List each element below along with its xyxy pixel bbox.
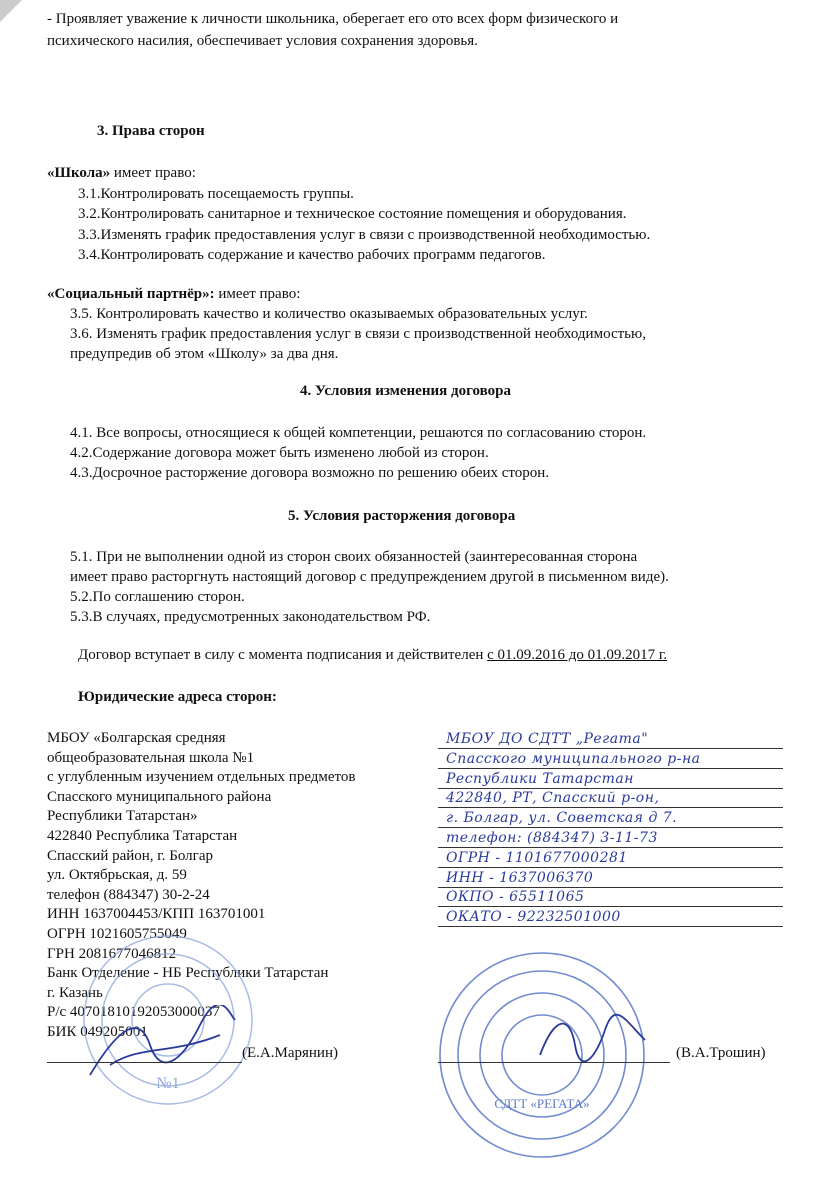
item-3-4: 3.4.Контролировать содержание и качество рабочих программ педагогов. [78, 247, 546, 263]
school-address-line: ИНН 1637004453/КПП 163701001 [47, 906, 266, 923]
partner-address-handwritten-line: 422840, РТ, Спасский р-он, [438, 789, 783, 808]
item-4-3: 4.3.Досрочное расторжение договора возможно по решению обеих сторон. [70, 465, 550, 481]
partner-address-handwritten-line: Спасского муниципального р-на [438, 750, 783, 769]
partner-signature [535, 1010, 655, 1070]
partner-signatory: (В.А.Трошин) [676, 1045, 766, 1061]
school-address-line: г. Казань [47, 984, 103, 1001]
school-address-line: с углубленным изучением отдельных предметов [47, 769, 356, 786]
school-address-line: ул. Октябрьская, д. 59 [47, 867, 187, 884]
section-3-title: 3. Права сторон [97, 123, 205, 139]
partner-rights-rest: имеет право: [214, 286, 301, 302]
item-5-2: 5.2.По соглашению сторон. [70, 589, 245, 605]
school-signatory: (Е.А.Марянин) [242, 1045, 338, 1061]
item-4-2: 4.2.Содержание договора может быть изменено любой из сторон. [70, 445, 489, 461]
school-address-line: БИК 049205001 [47, 1024, 148, 1040]
school-address-line: Республики Татарстан» [47, 808, 198, 825]
intro-line-1: - Проявляет уважение к личности школьника, оберегает его ото всех форм физического и [47, 11, 619, 27]
item-3-5: 3.5. Контролировать качество и количество оказываемых образовательных услуг. [70, 306, 588, 322]
partner-address-handwritten-line: ОКПО - 65511065 [438, 888, 783, 907]
intro-line-2: психического насилия, обеспечивает условия сохранения здоровья. [47, 33, 478, 49]
school-address-line: Спасского муниципального района [47, 788, 272, 805]
school-address-line: Банк Отделение - НБ Республики Татарстан [47, 965, 329, 982]
scan-corner-fold [0, 0, 22, 22]
school-address-line: общеобразовательная школа №1 [47, 749, 255, 766]
partner-address-handwritten-line: ИНН - 1637006370 [438, 869, 783, 888]
school-label: «Школа» [47, 165, 111, 181]
school-stamp-center: №1 [156, 1075, 180, 1092]
item-3-6-cont: предупредив об этом «Школу» за два дня. [70, 346, 339, 362]
school-address-line: ОГРН 1021605755049 [47, 926, 187, 942]
partner-rights-intro [47, 285, 300, 303]
partner-address-handwritten-line: телефон: (884347) 3-11-73 [438, 829, 783, 848]
school-address-line: 422840 Республика Татарстан [47, 828, 238, 844]
school-signature [80, 1005, 240, 1085]
validity-statement [78, 646, 667, 664]
partner-label: «Социальный партнёр»: [47, 286, 215, 302]
item-3-1: 3.1.Контролировать посещаемость группы. [78, 186, 354, 202]
validity-text: Договор вступает в силу с момента подписания и действителен [78, 647, 488, 663]
section-4-title: 4. Условия изменения договора [300, 383, 511, 399]
partner-stamp-center: СДТТ «РЕГАТА» [494, 1096, 590, 1111]
school-signature-line [47, 1062, 242, 1063]
partner-address-handwritten-line: ОКАТО - 92232501000 [438, 908, 783, 927]
partner-signature-line [438, 1062, 670, 1063]
partner-address-handwritten-line: г. Болгар, ул. Советская д 7. [438, 809, 783, 828]
validity-period: с 01.09.2016 до 01.09.2017 г. [487, 647, 668, 663]
school-address-line: Р/с 40701810192053000037 [47, 1004, 220, 1021]
school-address-line: Спасский район, г. Болгар [47, 847, 213, 864]
partner-address-handwritten-line: ОГРН - 1101677000281 [438, 849, 783, 868]
addresses-title: Юридические адреса сторон: [78, 689, 277, 705]
item-3-3: 3.3.Изменять график предоставления услуг в связи с производственной необходимостью. [78, 227, 651, 243]
item-5-3: 5.3.В случаях, предусмотренных законодательством РФ. [70, 609, 431, 625]
item-3-2: 3.2.Контролировать санитарное и техническое состояние помещения и оборудования. [78, 206, 627, 222]
school-address-line: телефон (884347) 30-2-24 [47, 886, 210, 903]
item-5-1-cont: имеет право расторгнуть настоящий договор с предупреждением другой в письменном виде). [70, 569, 669, 585]
section-5-title: 5. Условия расторжения договора [288, 508, 516, 524]
partner-address-handwritten-line: Республики Татарстан [438, 770, 783, 789]
school-rights-intro [47, 164, 196, 182]
school-rights-rest: имеет право: [110, 165, 196, 181]
school-address-line: ГРН 2081677046812 [47, 945, 177, 962]
partner-address-handwritten-line: МБОУ ДО СДТТ „Регата" [438, 730, 783, 749]
item-3-6: 3.6. Изменять график предоставления услуг в связи с производственной необходимостью, [70, 326, 646, 342]
item-5-1: 5.1. При не выполнении одной из сторон своих обязанностей (заинтересованная сторона [70, 549, 638, 565]
school-address-line: МБОУ «Болгарская средняя [47, 730, 226, 746]
item-4-1: 4.1. Все вопросы, относящиеся к общей компетенции, решаются по согласованию сторон. [70, 425, 647, 441]
